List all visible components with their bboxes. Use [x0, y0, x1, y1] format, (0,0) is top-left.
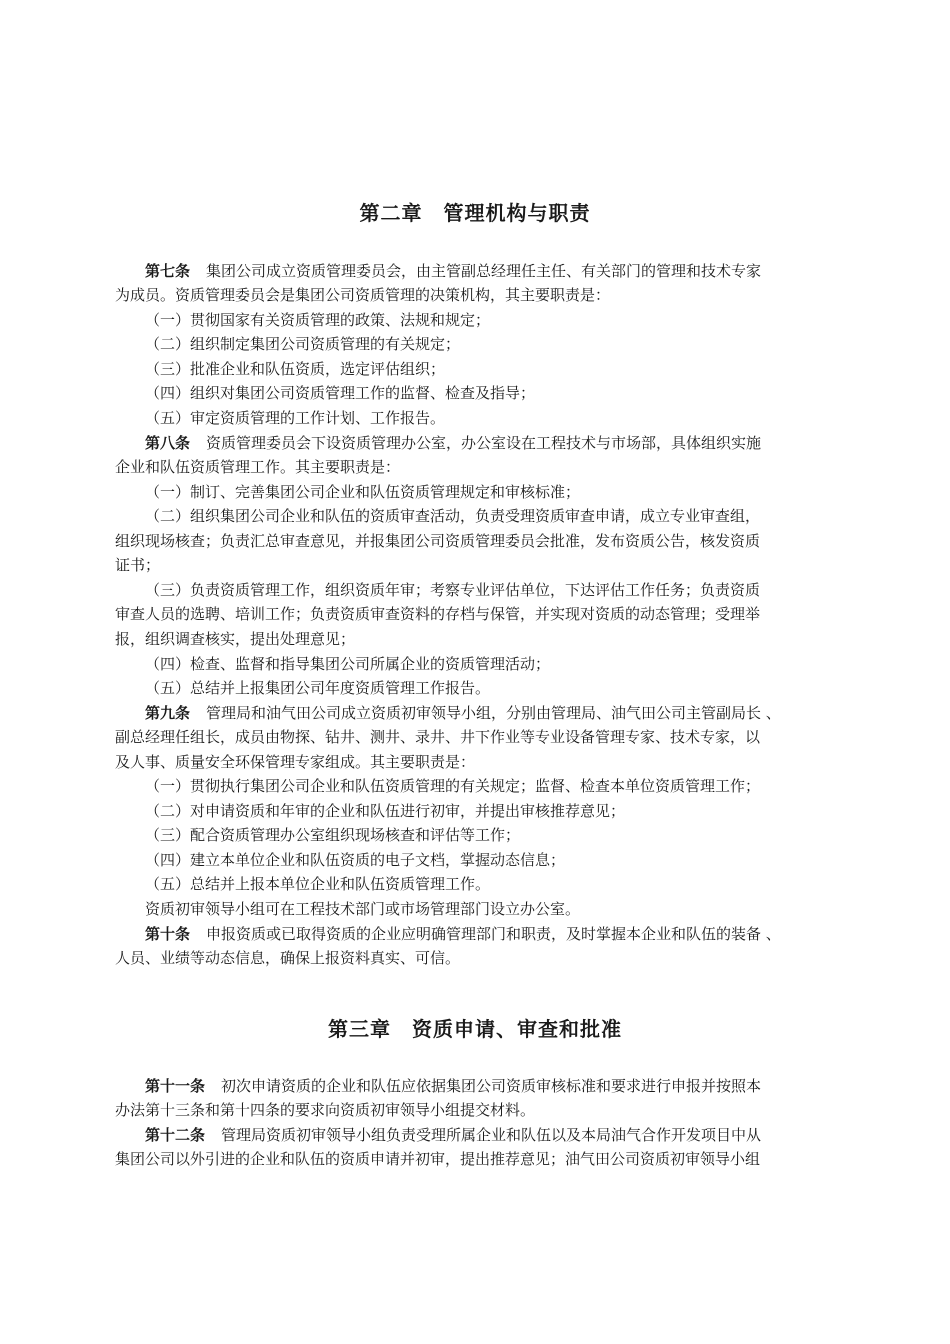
article-7-item-4: （四）组织对集团公司资质管理工作的监督、检查及指导； — [145, 384, 536, 402]
article-9-item-2: （二）对申请资质和年审的企业和队伍进行初审，并提出审核推荐意见； — [145, 802, 626, 820]
article-7-item-1: （一）贯彻国家有关资质管理的政策、法规和规定； — [145, 311, 491, 329]
article-8-item-2: （二）组织集团公司企业和队伍的资质审查活动，负责受理资质审查申请，成立专业审查组， — [145, 507, 761, 525]
article-12-line-1: 第十二条 管理局资质初审领导小组负责受理所属企业和队伍以及本局油气合作开发项目中从 — [145, 1126, 762, 1144]
article-9-item-3: （三）配合资质管理办公室组织现场核查和评估等工作； — [145, 826, 521, 844]
article-8-item-2-cont-2: 证书； — [115, 556, 161, 574]
article-7-item-3: （三）批准企业和队伍资质，选定评估组织； — [145, 360, 446, 378]
article-8-item-3-cont-1: 审查人员的选聘、培训工作；负责资质审查资料的存档与保管，并实现对资质的动态管理；受理举 — [115, 605, 761, 623]
article-11-title: 第十一条 — [145, 1077, 206, 1095]
article-9-item-5: （五）总结并上报本单位企业和队伍资质管理工作。 — [145, 875, 491, 893]
article-8-title: 第八条 — [145, 434, 191, 452]
article-8-item-2-cont-1: 组织现场核查；负责汇总审查意见，并报集团公司资质管理委员会批准，发布资质公告，核发资质 — [115, 532, 761, 550]
article-8-item-1: （一）制订、完善集团公司企业和队伍资质管理规定和审核标准； — [145, 483, 581, 501]
article-12-title: 第十二条 — [145, 1126, 206, 1144]
article-9-item-4: （四）建立本单位企业和队伍资质的电子文档，掌握动态信息； — [145, 851, 566, 869]
article-9-note: 资质初审领导小组可在工程技术部门或市场管理部门设立办公室。 — [145, 900, 581, 918]
article-11-line-1: 第十一条 初次申请资质的企业和队伍应依据集团公司资质审核标准和要求进行申报并按照本 — [145, 1077, 762, 1095]
article-7-line-1: 第七条 集团公司成立资质管理委员会，由主管副总经理任主任、有关部门的管理和技术专家 — [145, 262, 762, 280]
article-8-item-3-cont-2: 报，组织调查核实，提出处理意见； — [115, 630, 356, 648]
article-11-line-2: 办法第十三条和第十四条的要求向资质初审领导小组提交材料。 — [115, 1101, 536, 1119]
article-10-line-1: 第十条 申报资质或已取得资质的企业应明确管理部门和职责，及时掌握本企业和队伍的装备 、 — [145, 925, 781, 943]
article-8-item-5: （五）总结并上报集团公司年度资质管理工作报告。 — [145, 679, 491, 697]
article-9-line-2: 副总经理任组长，成员由物探、钻井、测井、录井、井下作业等专业设备管理专家、技术专家，以 — [115, 728, 761, 746]
article-9-item-1: （一）贯彻执行集团公司企业和队伍资质管理的有关规定；监督、检查本单位资质管理工作； — [145, 777, 761, 795]
article-7-item-5: （五）审定资质管理的工作计划、工作报告。 — [145, 409, 446, 427]
chapter-2-heading: 第二章 管理机构与职责 — [359, 201, 591, 225]
article-9-title: 第九条 — [145, 704, 191, 722]
article-7-line-2: 为成员。资质管理委员会是集团公司资质管理的决策机构，其主要职责是： — [115, 286, 611, 304]
article-10-title: 第十条 — [145, 925, 191, 943]
article-8-item-4: （四）检查、监督和指导集团公司所属企业的资质管理活动； — [145, 655, 551, 673]
article-7-item-2: （二）组织制定集团公司资质管理的有关规定； — [145, 335, 461, 353]
article-7-title: 第七条 — [145, 262, 191, 280]
article-8-line-1: 第八条 资质管理委员会下设资质管理办公室，办公室设在工程技术与市场部，具体组织实施 — [145, 434, 762, 452]
article-9-line-3: 及人事、质量安全环保管理专家组成。其主要职责是： — [115, 753, 476, 771]
article-9-line-1: 第九条 管理局和油气田公司成立资质初审领导小组，分别由管理局、油气田公司主管副局长 、 — [145, 704, 781, 722]
article-8-item-3: （三）负责资质管理工作，组织资质年审；考察专业评估单位，下达评估工作任务；负责资质 — [145, 581, 761, 599]
article-10-line-2: 人员、业绩等动态信息，确保上报资料真实、可信。 — [115, 949, 461, 967]
chapter-3-heading: 第三章 资质申请、审查和批准 — [328, 1017, 622, 1041]
article-12-line-2: 集团公司以外引进的企业和队伍的资质申请并初审，提出推荐意见；油气田公司资质初审领导小组 — [115, 1150, 761, 1168]
article-8-line-2: 企业和队伍资质管理工作。其主要职责是： — [115, 458, 401, 476]
